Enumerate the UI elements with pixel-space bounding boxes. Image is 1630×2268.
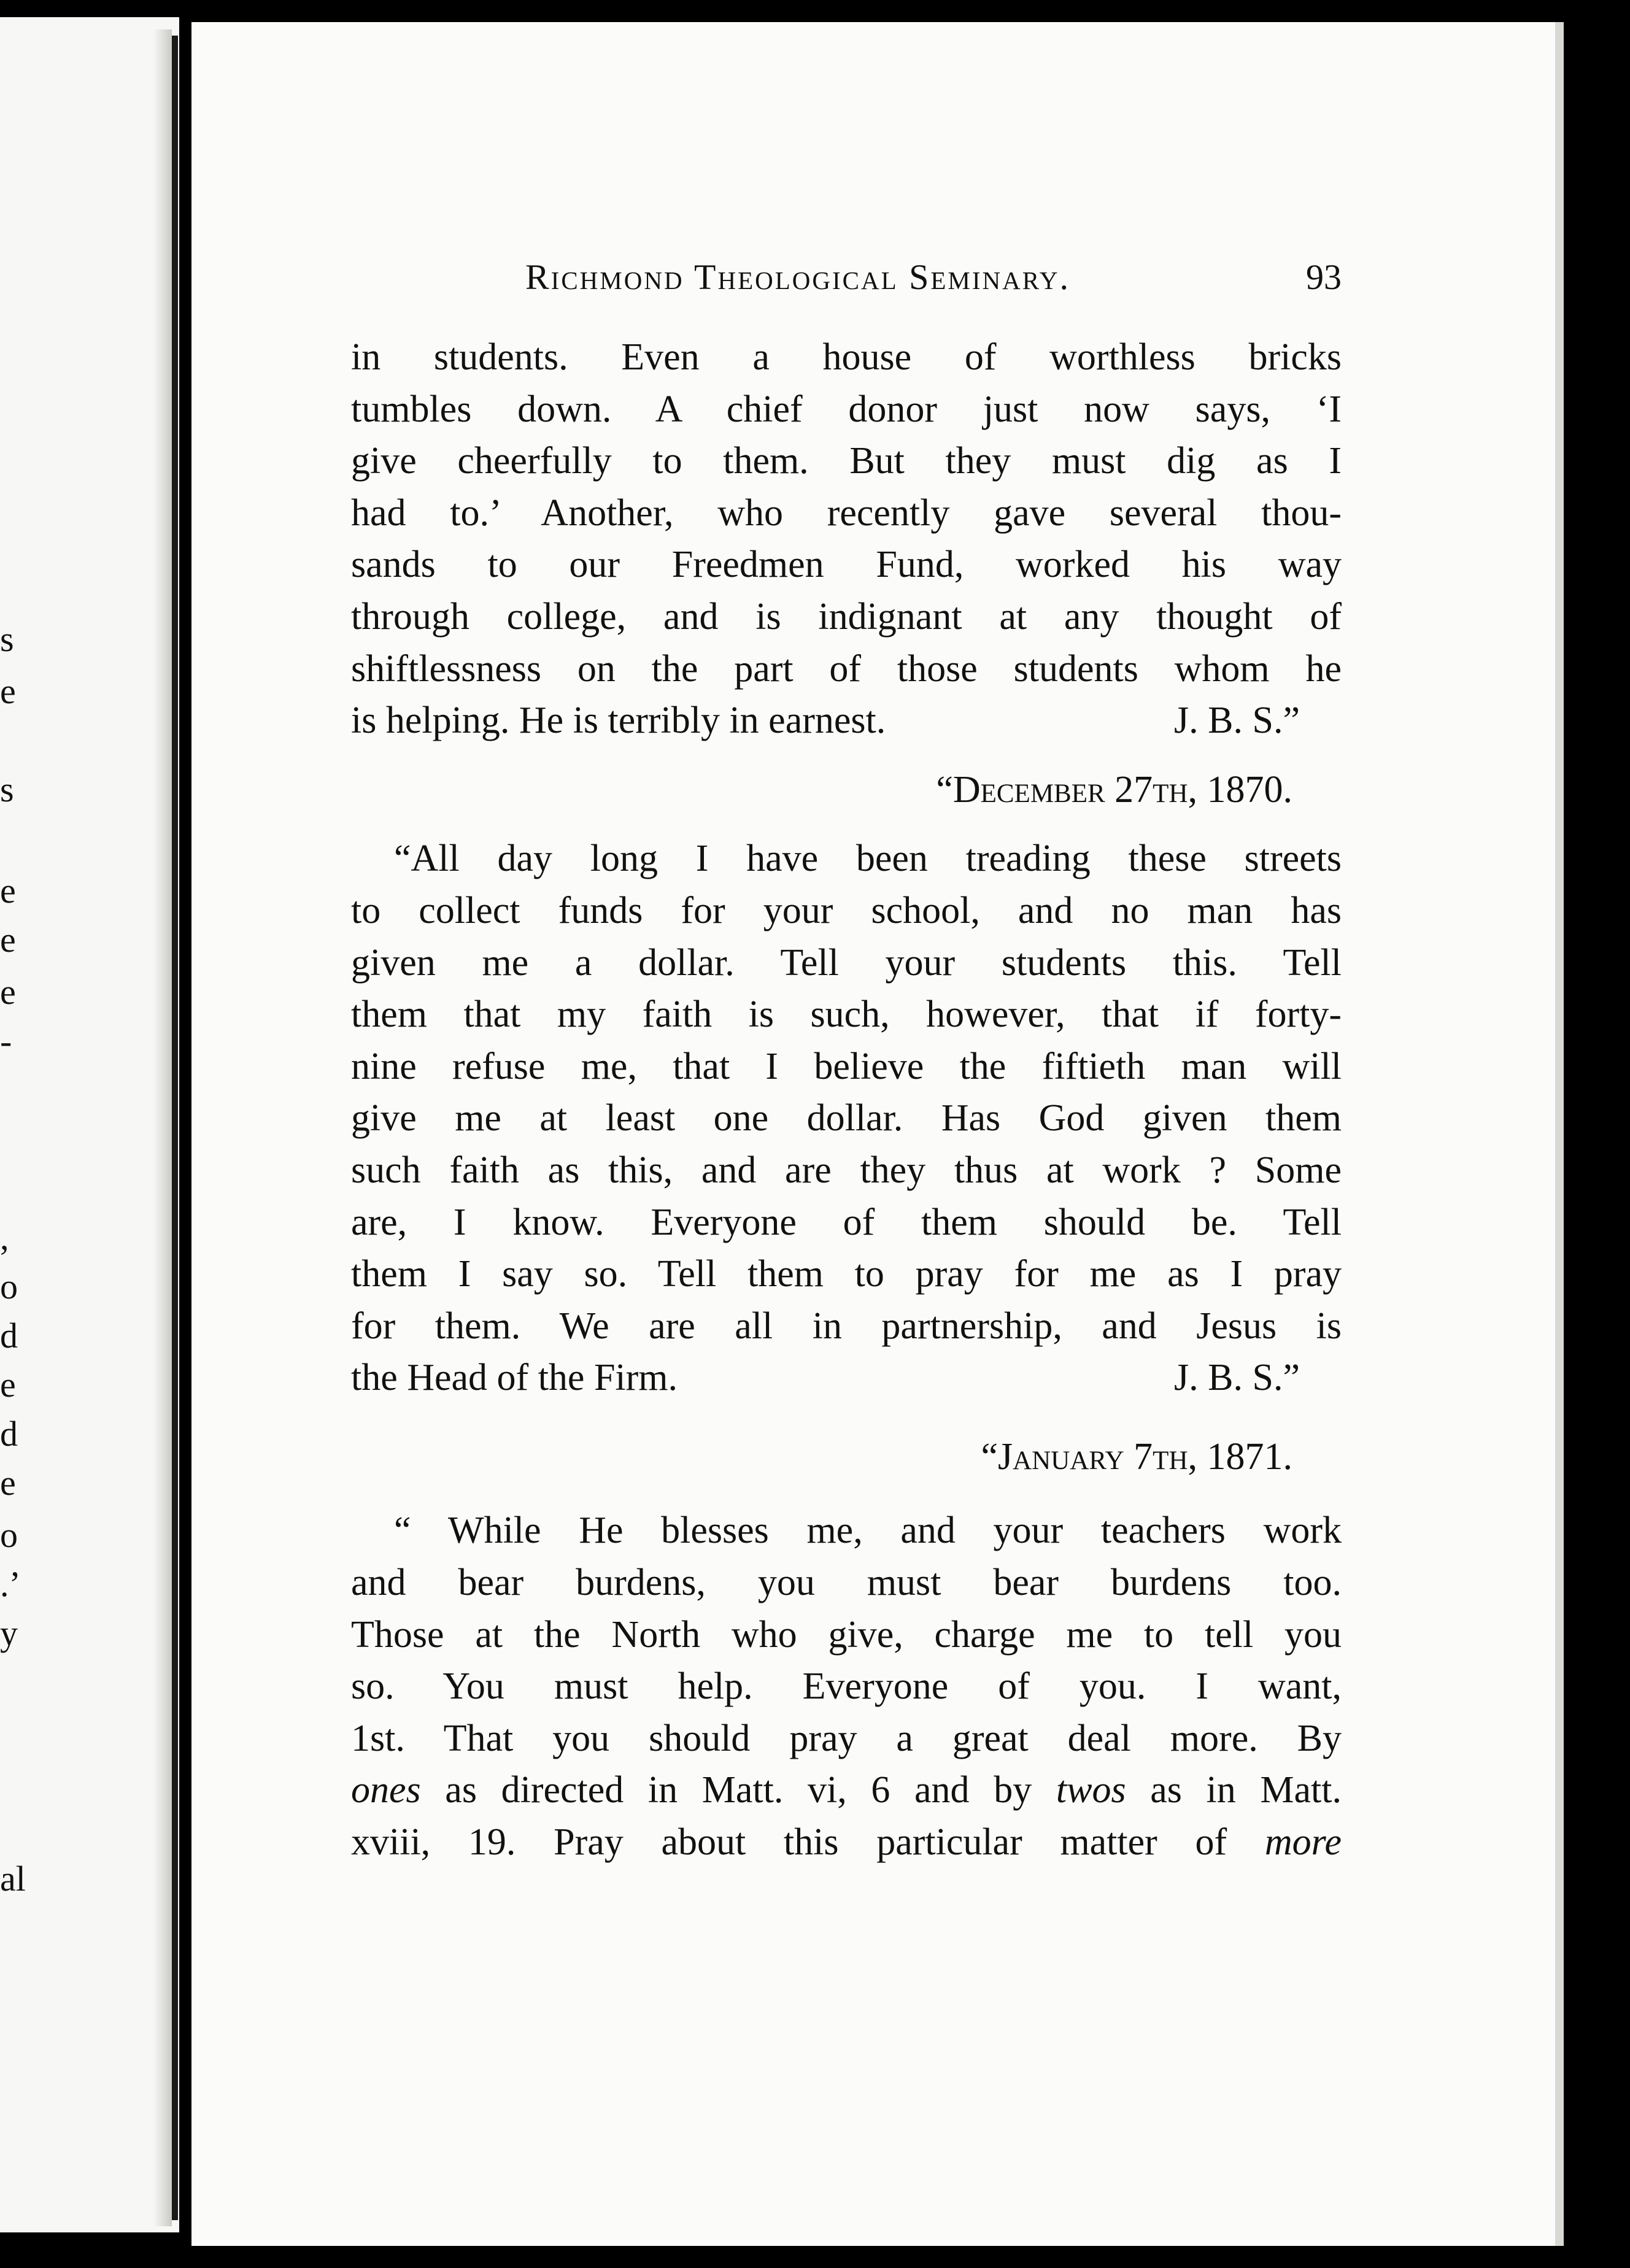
line-text: xviii, 19. Pray about this particular matter of [351, 1821, 1265, 1864]
left-page-char: o [0, 1515, 18, 1555]
text-line [351, 1764, 1342, 1816]
left-page-char: s [0, 619, 14, 659]
text-line: such faith as this, and are they thus at work ? Some [351, 1149, 1342, 1191]
text-line: tumbles down. A chief donor just now says, ‘I [351, 388, 1342, 430]
paragraph-2 [351, 833, 1342, 1404]
left-page-char: , [0, 1217, 9, 1257]
left-page-char: e [0, 871, 16, 911]
text-line: for them. We are all in partnership, and Jesus is [351, 1305, 1342, 1347]
left-page-remnant [0, 17, 179, 2232]
text-line: given me a dollar. Tell your students this. Tell [351, 941, 1342, 984]
text-line: had to.’ Another, who recently gave several thou- [351, 492, 1342, 534]
line-text: as directed in Matt. vi, 6 and by [420, 1769, 1056, 1811]
left-page-char: d [0, 1316, 18, 1356]
page-fold-shadow [153, 29, 172, 2226]
gutter-line [172, 36, 178, 2220]
letter-signature: J. B. S.” [1174, 700, 1300, 742]
italic-word: twos [1056, 1769, 1126, 1811]
left-page-char: .’ [0, 1564, 21, 1604]
text-line: and bear burdens, you must bear burdens too. [351, 1562, 1342, 1604]
text-line: them that my faith is such, however, that if forty- [351, 993, 1342, 1036]
text-line: through college, and is indignant at any thought of [351, 595, 1342, 638]
left-page-char: e [0, 972, 16, 1012]
text-line: so. You must help. Everyone of you. I want, [351, 1665, 1342, 1708]
left-page-char: al [0, 1859, 26, 1899]
text-line [351, 1816, 1342, 1869]
text-line: are, I know. Everyone of them should be. Tell [351, 1201, 1342, 1243]
left-page-char: o [0, 1267, 18, 1306]
left-page-char: e [0, 1463, 16, 1503]
text-line: nine refuse me, that I believe the fiftieth man will [351, 1045, 1342, 1087]
line-text: is helping. He is terribly in earnest. [351, 700, 886, 742]
left-page-char: d [0, 1414, 18, 1454]
left-page-char: e [0, 920, 16, 960]
text-line: “ While He blesses me, and your teachers work [394, 1510, 1342, 1552]
left-page-char: y [0, 1613, 18, 1653]
italic-word: ones [351, 1769, 421, 1811]
text-line: them I say so. Tell them to pray for me as I pray [351, 1253, 1342, 1295]
text-line: 1st. That you should pray a great deal more. By [351, 1717, 1342, 1759]
text-line: give me at least one dollar. Has God given them [351, 1097, 1342, 1140]
letter-dateline: “January 7th, 1871. [981, 1435, 1292, 1478]
italic-word: more [1264, 1821, 1342, 1864]
letter-signature: J. B. S.” [1174, 1357, 1300, 1399]
paragraph-3 [351, 1505, 1342, 1868]
text-line [351, 1352, 1342, 1404]
line-text: the Head of the Firm. [351, 1357, 678, 1399]
text-line: Those at the North who give, charge me to tell you [351, 1613, 1342, 1656]
paragraph-1 [351, 331, 1342, 747]
left-page-char: e [0, 1365, 16, 1405]
left-page-char: e [0, 671, 16, 711]
line-text: as in Matt. [1126, 1769, 1342, 1811]
left-page-char: s [0, 770, 14, 809]
page-body [351, 331, 1342, 1869]
text-line: in students. Even a house of worthless bricks [351, 336, 1342, 378]
page-header [525, 256, 1342, 312]
text-line: to collect funds for your school, and no man has [351, 889, 1342, 932]
running-head: Richmond Theological Seminary. [525, 257, 1070, 297]
page-number: 93 [1306, 257, 1342, 297]
text-line: sands to our Freedmen Fund, worked his way [351, 544, 1342, 586]
text-line: give cheerfully to them. But they must dig as I [351, 440, 1342, 482]
text-line: shiftlessness on the part of those students whom he [351, 647, 1342, 690]
text-line [351, 695, 1342, 747]
text-line: “All day long I have been treading these streets [394, 838, 1342, 880]
page-edge [1555, 22, 1564, 2246]
left-page-char: - [0, 1021, 12, 1061]
letter-dateline: “December 27th, 1870. [936, 768, 1292, 811]
